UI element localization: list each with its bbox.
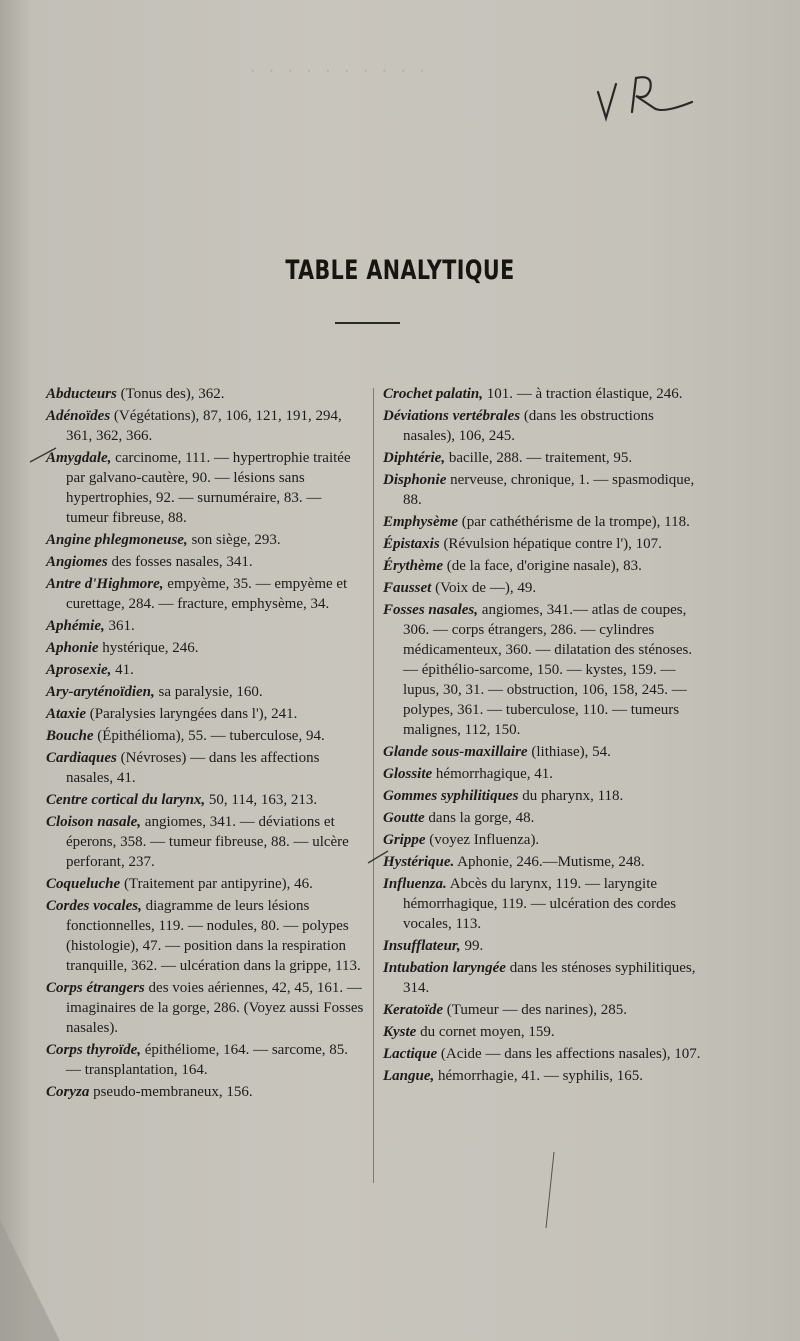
index-term: Intubation laryngée: [383, 960, 506, 976]
index-entry: [46, 682, 366, 702]
index-term: Disphonie: [383, 472, 447, 488]
index-term: Insufflateur,: [383, 938, 461, 954]
title-rule: [335, 322, 400, 324]
index-term: Influenza.: [383, 876, 447, 892]
index-entry: [383, 808, 703, 828]
index-term: Aphonie: [46, 640, 99, 656]
index-references: hémorrhagique, 41.: [432, 766, 553, 782]
index-entry: [383, 874, 703, 934]
index-references: des fosses nasales, 341.: [107, 554, 253, 570]
index-term: Emphysème: [383, 514, 458, 530]
column-divider: [373, 388, 374, 1183]
index-references: (Paralysies laryngées dans l'), 241.: [86, 706, 298, 722]
index-column-left: [46, 384, 366, 1104]
index-term: Grippe: [383, 832, 426, 848]
index-references: nerveuse, chronique, 1. — spasmodique, 88.: [403, 472, 695, 508]
index-references: dans les sténoses syphilitiques, 314.: [403, 960, 696, 996]
index-term: Fosses nasales,: [383, 602, 479, 618]
index-term: Langue,: [383, 1068, 435, 1084]
index-term: Abducteurs: [46, 386, 117, 402]
index-entry: [383, 448, 703, 468]
index-references: 101. — à traction élastique, 246.: [483, 386, 683, 402]
index-entry: [383, 764, 703, 784]
index-term: Déviations vertébrales: [383, 408, 521, 424]
index-entry: [383, 1022, 703, 1042]
index-entry: [383, 1066, 703, 1086]
index-references: hystérique, 246.: [98, 640, 199, 656]
index-references: (voyez Influenza).: [425, 832, 540, 848]
index-term: Cardiaques: [46, 750, 117, 766]
index-entry: [383, 470, 703, 510]
index-term: Aprosexie,: [46, 662, 112, 678]
index-term: Aphémie,: [46, 618, 105, 634]
index-references: 41.: [111, 662, 134, 678]
index-references: (Tumeur — des narines), 285.: [443, 1002, 628, 1018]
index-entry: [383, 384, 703, 404]
index-entry: [383, 936, 703, 956]
index-references: pseudo-membraneux, 156.: [89, 1084, 253, 1100]
index-references: 50, 114, 163, 213.: [205, 792, 318, 808]
index-entry: [46, 726, 366, 746]
index-references: épithéliome, 164. — sarcome, 85. — transplantation, 164.: [66, 1042, 349, 1078]
index-entry: [383, 578, 703, 598]
index-term: Bouche: [46, 728, 94, 744]
index-entry: [46, 790, 366, 810]
index-entry: [46, 384, 366, 404]
index-references: (Acide — dans les affections nasales), 107.: [437, 1046, 701, 1062]
index-term: Coryza: [46, 1084, 90, 1100]
index-term: Goutte: [383, 810, 425, 826]
index-references: du cornet moyen, 159.: [416, 1024, 555, 1040]
index-term: Ataxie: [46, 706, 86, 722]
index-term: Antre d'Highmore,: [46, 576, 164, 592]
index-entry: [383, 830, 703, 850]
index-references: (dans les obstructions nasales), 106, 245.: [403, 408, 654, 444]
handwritten-shelfmark: [592, 70, 702, 130]
index-entry: [46, 638, 366, 658]
index-term: Diphtérie,: [383, 450, 446, 466]
index-references: empyème, 35. — empyème et curettage, 284. — fracture, emphysème, 34.: [66, 576, 348, 612]
index-term: Glossite: [383, 766, 433, 782]
index-references: diagramme de leurs lésions fonctionnelles, 119. — nodules, 80. — polypes (histologie), 47. — position dans la respiration tranquille, 362. — ulcération dans la grippe, 113.: [66, 898, 361, 974]
index-term: Ary-aryténoïdien,: [46, 684, 155, 700]
index-term: Épistaxis: [383, 536, 440, 552]
index-term: Amygdale,: [46, 450, 112, 466]
index-column-right: [383, 384, 703, 1088]
index-references: (Révulsion hépatique contre l'), 107.: [439, 536, 662, 552]
index-term: Kyste: [383, 1024, 417, 1040]
index-entry: [46, 448, 366, 528]
index-term: Centre cortical du larynx,: [46, 792, 206, 808]
index-references: (Tonus des), 362.: [116, 386, 225, 402]
index-references: bacille, 288. — traitement, 95.: [445, 450, 633, 466]
index-entry: [383, 852, 703, 872]
index-entry: [46, 978, 366, 1038]
index-entry: [383, 600, 703, 740]
index-references: 99.: [460, 938, 484, 954]
index-term: Angiomes: [46, 554, 108, 570]
index-entry: [383, 786, 703, 806]
index-references: des voies aériennes, 42, 45, 161. — imaginaires de la gorge, 286. (Voyez aussi Fosses nasales).: [66, 980, 364, 1036]
index-entry: [383, 556, 703, 576]
index-references: angiomes, 341.— atlas de coupes, 306. — corps étrangers, 286. — cylindres médicamenteux, 360. — dilatation des sténoses. — épithélio-sarcome, 150. — kystes, 159. — lupus, 30, 31. — obstruction, 106, 158, 245. — polypes, 361. — tuberculose, 110. — tumeurs malignes, 112, 150.: [403, 602, 693, 738]
index-term: Hystérique.: [383, 854, 455, 870]
pencil-tick-mark: [28, 445, 58, 465]
index-entry: [383, 1044, 703, 1064]
index-entry: [383, 406, 703, 446]
index-entry: [46, 1082, 366, 1102]
index-entry: [46, 552, 366, 572]
index-entry: [46, 896, 366, 976]
index-entry: [46, 748, 366, 788]
page-title: TABLE ANALYTIQUE: [285, 255, 515, 286]
index-references: du pharynx, 118.: [518, 788, 624, 804]
index-entry: [46, 874, 366, 894]
index-references: (Voix de —), 49.: [431, 580, 537, 596]
index-references: Abcès du larynx, 119. — laryngite hémorrhagique, 119. — ulcération des cordes vocales, 113.: [403, 876, 677, 932]
index-term: Gommes syphilitiques: [383, 788, 519, 804]
index-term: Keratoïde: [383, 1002, 443, 1018]
index-entry: [383, 534, 703, 554]
index-entry: [383, 958, 703, 998]
index-term: Lactique: [383, 1046, 438, 1062]
index-term: Fausset: [383, 580, 432, 596]
index-references: (par cathéthérisme de la trompe), 118.: [458, 514, 690, 530]
index-term: Coqueluche: [46, 876, 121, 892]
index-references: carcinome, 111. — hypertrophie traitée par galvano-cautère, 90. — lésions sans hypertrophies, 92. — surnuméraire, 83. — tumeur fibreuse, 88.: [66, 450, 351, 526]
index-entry: [46, 616, 366, 636]
index-entry: [46, 812, 366, 872]
index-term: Crochet palatin,: [383, 386, 484, 402]
index-references: (Traitement par antipyrine), 46.: [120, 876, 313, 892]
index-term: Corps thyroïde,: [46, 1042, 142, 1058]
index-term: Corps étrangers: [46, 980, 145, 996]
index-references: hémorrhagie, 41. — syphilis, 165.: [434, 1068, 643, 1084]
index-entry: [383, 1000, 703, 1020]
index-term: Cordes vocales,: [46, 898, 142, 914]
index-entry: [46, 660, 366, 680]
page-fold-shadow: [0, 1220, 120, 1341]
index-entry: [46, 574, 366, 614]
pencil-stroke: [540, 1150, 560, 1230]
index-entry: [383, 742, 703, 762]
index-references: (Névroses) — dans les affections nasales, 41.: [66, 750, 320, 786]
index-references: (lithiase), 54.: [527, 744, 611, 760]
index-references: angiomes, 341. — déviations et éperons, 358. — tumeur fibreuse, 88. — ulcère perforant, 237.: [66, 814, 349, 870]
index-entry: [383, 512, 703, 532]
index-entry: [46, 1040, 366, 1080]
index-references: sa paralysie, 160.: [154, 684, 263, 700]
index-references: dans la gorge, 48.: [424, 810, 535, 826]
index-entry: [46, 530, 366, 550]
index-references: 361.: [104, 618, 135, 634]
index-entry: [46, 406, 366, 446]
show-through-title: · · · · · · · · · ·: [250, 62, 429, 82]
index-entry: [46, 704, 366, 724]
index-references: (de la face, d'origine nasale), 83.: [443, 558, 642, 574]
index-references: (Épithélioma), 55. — tuberculose, 94.: [93, 728, 325, 744]
pencil-tick-mark: [366, 848, 390, 866]
index-references: (Végétations), 87, 106, 121, 191, 294, 361, 362, 366.: [66, 408, 342, 444]
index-term: Glande sous-maxillaire: [383, 744, 528, 760]
index-term: Angine phlegmoneuse,: [46, 532, 188, 548]
index-term: Érythème: [383, 558, 443, 574]
index-term: Cloison nasale,: [46, 814, 142, 830]
index-references: Aphonie, 246.—Mutisme, 248.: [454, 854, 645, 870]
index-term: Adénoïdes: [46, 408, 111, 424]
index-references: son siège, 293.: [187, 532, 281, 548]
